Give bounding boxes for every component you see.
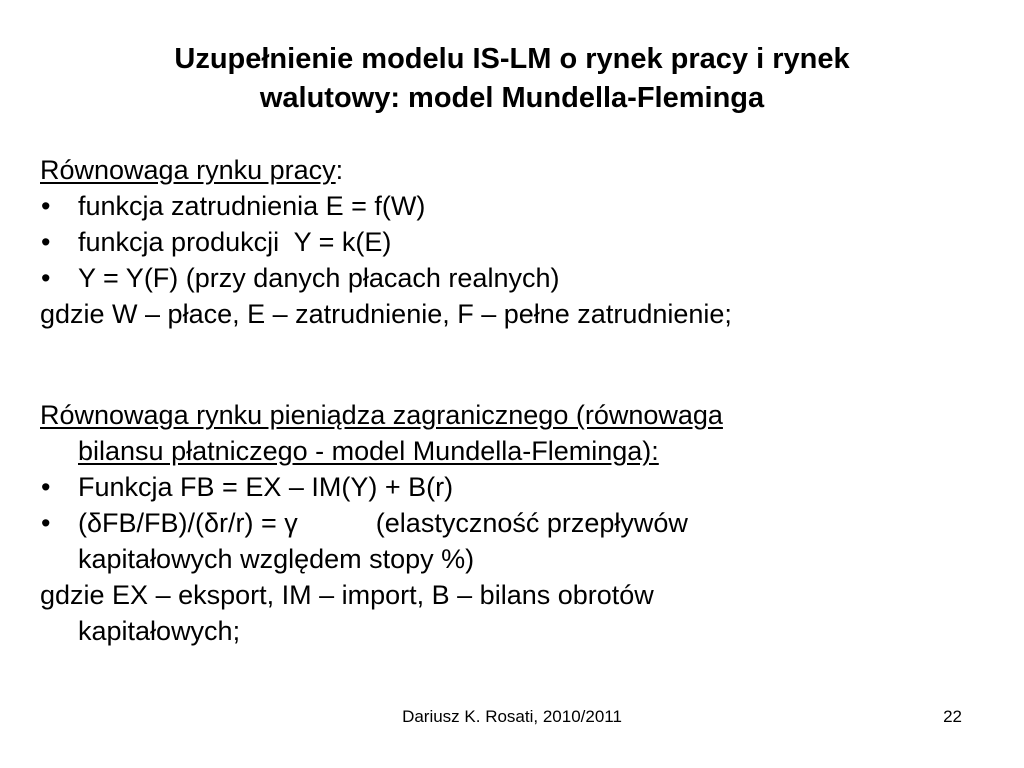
list-item xyxy=(40,188,1000,224)
footer-author: Dariusz K. Rosati, 2010/2011 xyxy=(402,707,622,726)
bullet-icon: • xyxy=(41,263,51,293)
elasticity-description: (elastyczność przepływów xyxy=(375,508,688,538)
list-item xyxy=(40,469,1000,505)
slide-title-line-2: walutowy: model Mundella-Fleminga xyxy=(259,82,765,114)
foreign-money-note-line-1: gdzie EX – eksport, IM – import, B – bilans obrotów xyxy=(40,580,654,610)
bullet-icon: • xyxy=(41,508,51,538)
labor-market-heading-colon: : xyxy=(335,155,344,185)
bullet-icon: • xyxy=(41,191,51,221)
foreign-money-heading-line-2 xyxy=(40,433,1000,469)
foreign-money-heading-text-1: Równowaga rynku pieniądza zagranicznego (równowaga xyxy=(40,400,723,430)
list-item-text: funkcja zatrudnienia E = f(W) xyxy=(78,191,426,221)
foreign-money-heading-text-2: bilansu płatniczego - model Mundella-Fleminga): xyxy=(78,436,659,466)
page-number: 22 xyxy=(943,707,962,726)
labor-market-section xyxy=(40,152,1000,332)
bullet-icon: • xyxy=(41,472,51,502)
slide-title xyxy=(60,40,964,118)
list-item xyxy=(40,505,1000,541)
list-item-text: Funkcja FB = EX – IM(Y) + B(r) xyxy=(78,472,454,502)
foreign-money-market-section xyxy=(40,397,1000,649)
labor-market-heading xyxy=(40,152,1000,188)
list-item xyxy=(40,224,1000,260)
elasticity-formula: (δFB/FB)/(δr/r) = γ xyxy=(78,508,298,538)
bullet-icon: • xyxy=(41,227,51,257)
list-item xyxy=(40,260,1000,296)
foreign-money-note-line-2: kapitałowych; xyxy=(78,616,241,646)
slide-title-line-1: Uzupełnienie modelu IS-LM o rynek pracy i rynek xyxy=(174,43,850,75)
list-item-text: funkcja produkcji Y = k(E) xyxy=(78,227,392,257)
elasticity-description-continued: kapitałowych względem stopy %) xyxy=(78,544,475,574)
foreign-money-heading-line-1 xyxy=(40,397,1000,433)
list-item-text: Y = Y(F) (przy danych płacach realnych) xyxy=(78,263,560,293)
labor-market-heading-text: Równowaga rynku pracy xyxy=(40,155,336,185)
labor-market-note: gdzie W – płace, E – zatrudnienie, F – pełne zatrudnienie; xyxy=(40,299,732,329)
